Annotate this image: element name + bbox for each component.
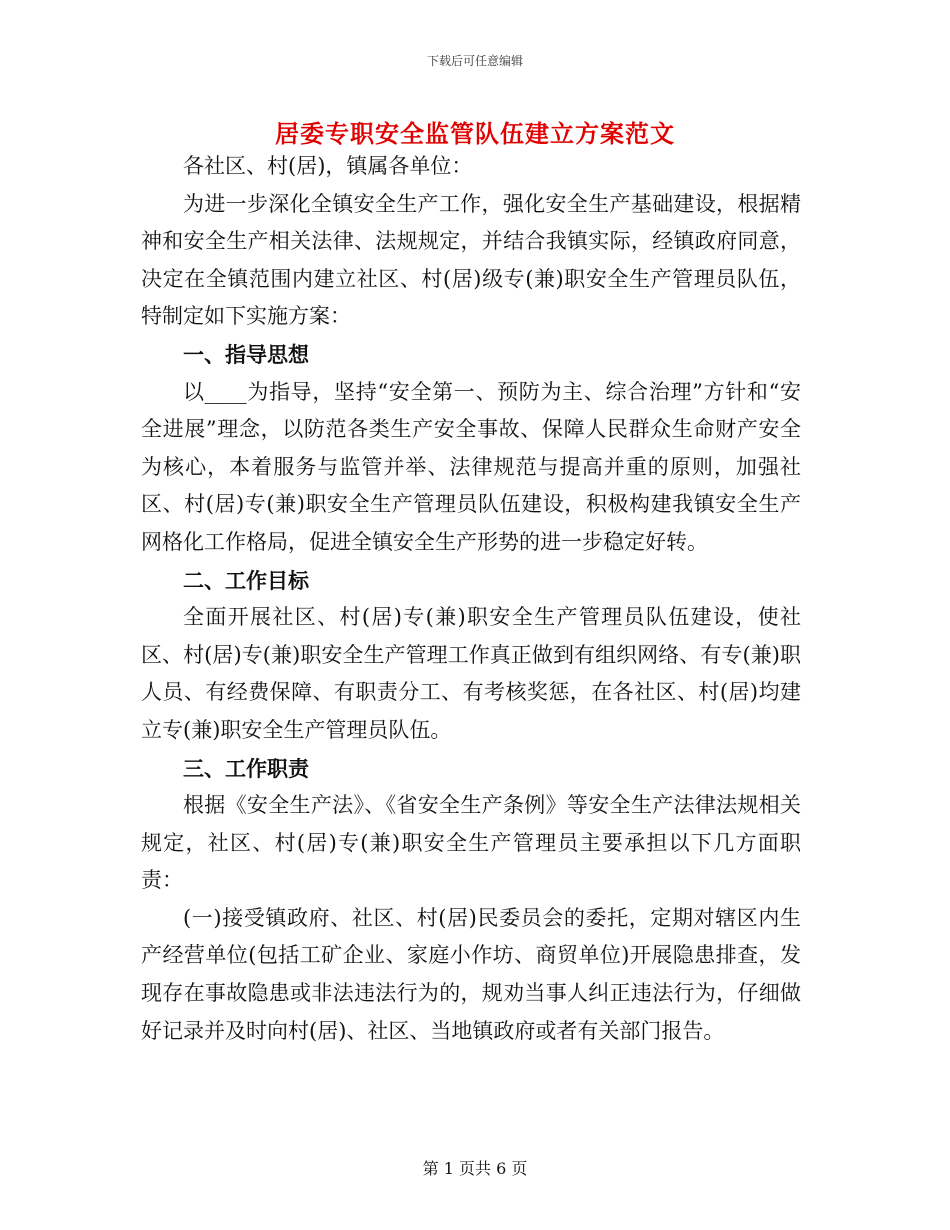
section-text-goals: 全面开展社区、村(居)专(兼)职安全生产管理员队伍建设，使社区、村(居)专(兼)职安全生产管理工作真正做到有组织网络、有专(兼)职人员、有经费保障、有职责分工、有考核奖惩，在各社区、村(居)均建立专(兼)职安全生产管理员队伍。 xyxy=(141,605,801,742)
duty-item-1: (一)接受镇政府、社区、村(居)民委员会的委托，定期对辖区内生产经营单位(包括工矿企业、家庭小作坊、商贸单位)开展隐患排查，发现存在事故隐患或非法违法行为的，规劝当事人纠正违法行为，仔细做好记录并及时向村(居)、社区、当地镇政府或者有关部门报告。 xyxy=(141,905,801,1043)
page-header: 下载后可任意编辑 xyxy=(426,54,523,68)
section-heading-guiding: 一、指导思想 xyxy=(183,341,309,367)
section-heading-goals: 二、工作目标 xyxy=(183,567,309,593)
intro-paragraph: 为进一步深化全镇安全生产工作，强化安全生产基础建设，根据精神和安全生产相关法律、法规规定，并结合我镇实际，经镇政府同意，决定在全镇范围内建立社区、村(居)级专(兼)职安全生产管理员队伍，特制定如下实施方案： xyxy=(141,191,801,329)
salutation: 各社区、村(居)，镇属各单位： xyxy=(183,154,473,178)
document-body xyxy=(141,148,801,1050)
page-footer: 第 1 页共 6 页 xyxy=(422,1159,528,1178)
section-text-duties: 根据《安全生产法》、《省安全生产条例》等安全生产法律法规相关规定，社区、村(居)专(兼)职安全生产管理员主要承担以下几方面职责： xyxy=(141,793,801,893)
section-text-guiding: 以____为指导，坚持“安全第一、预防为主、综合治理”方针和“安全进展”理念，以防范各类生产安全事故、保障人民群众生命财产安全为核心，本着服务与监管并举、法律规范与提高并重的原则，加强社区、村(居)专(兼)职安全生产管理员队伍建设，积极构建我镇安全生产网格化工作格局，促进全镇安全生产形势的进一步稳定好转。 xyxy=(141,379,801,554)
document-title: 居委专职安全监管队伍建立方案范文 xyxy=(275,119,675,148)
section-heading-duties: 三、工作职责 xyxy=(183,755,309,781)
